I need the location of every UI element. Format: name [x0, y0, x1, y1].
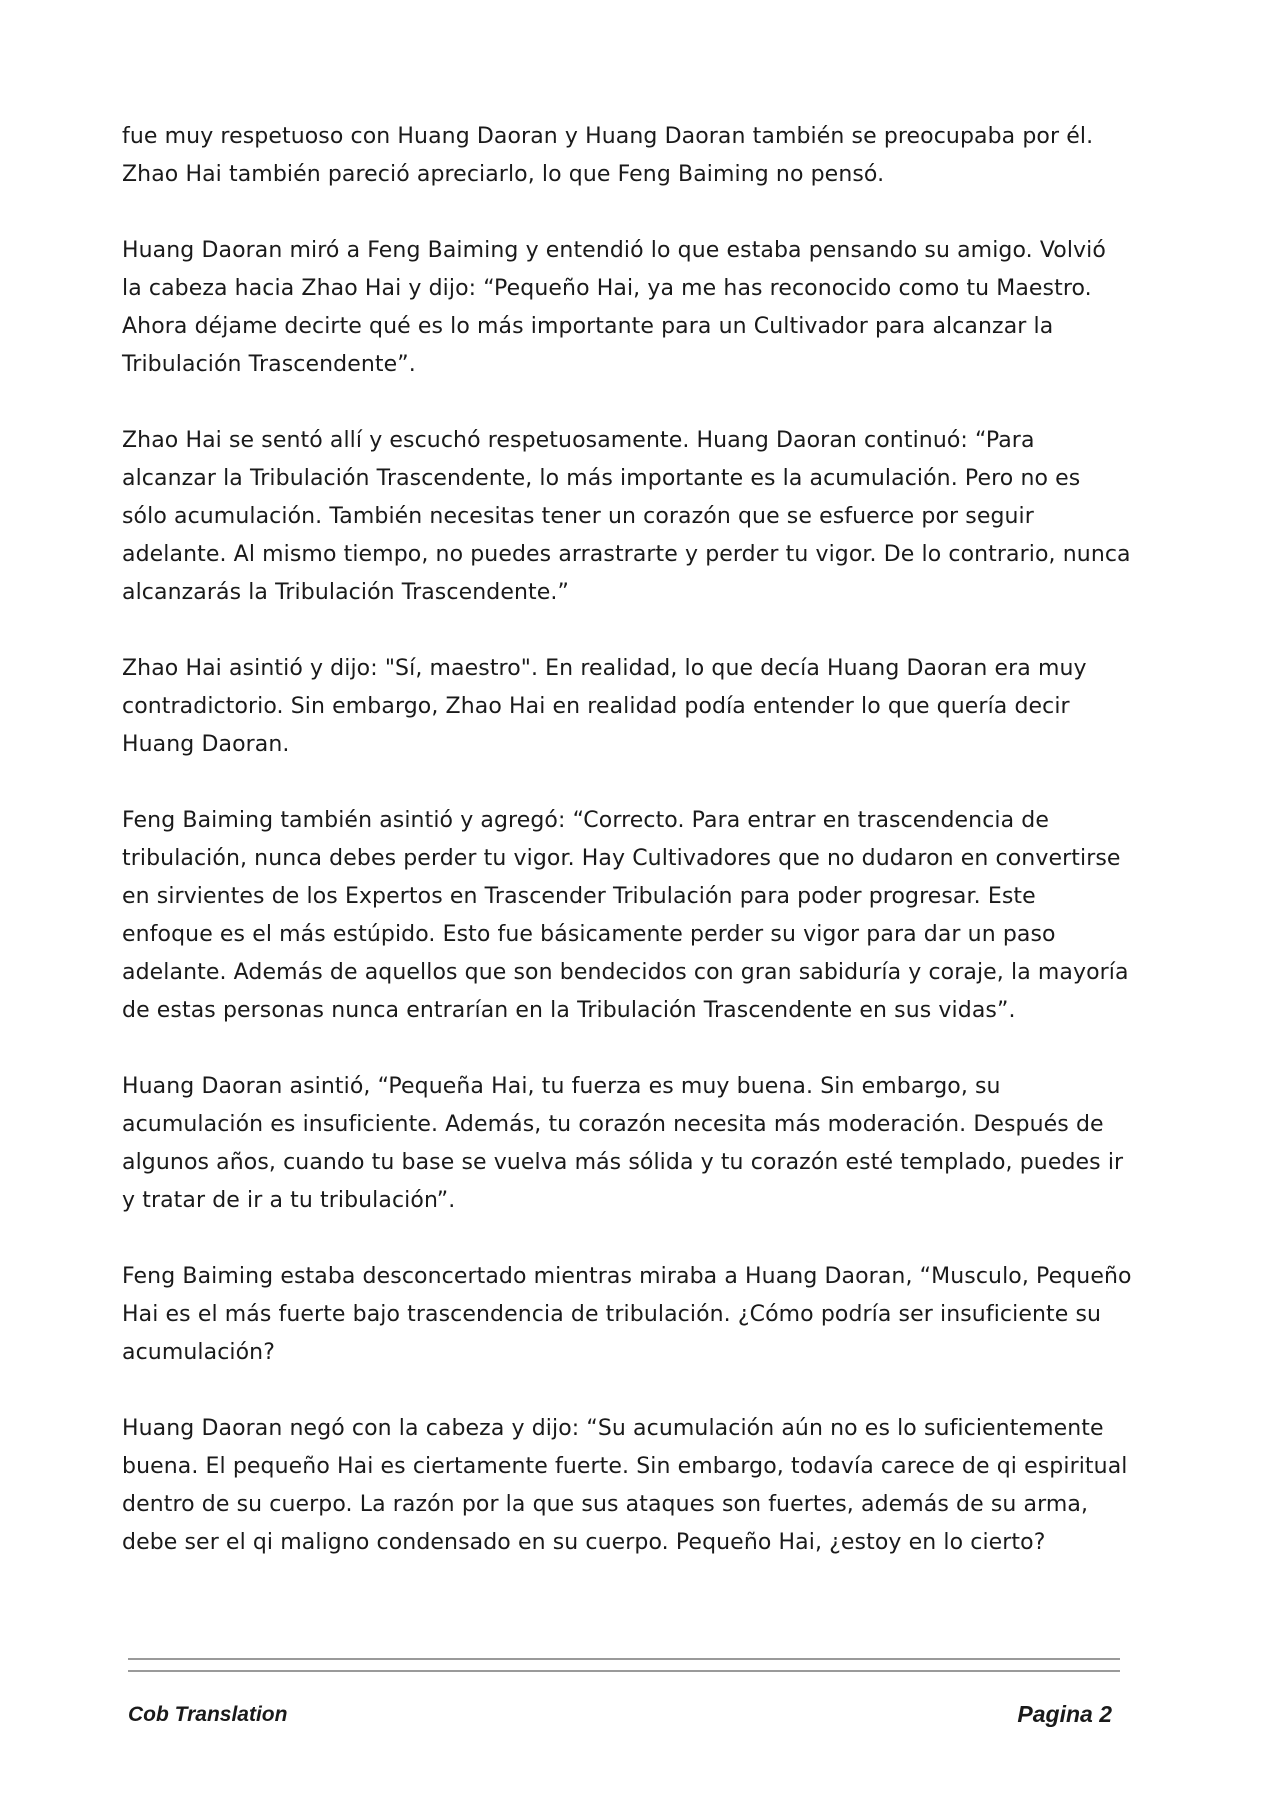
- paragraph-2: Huang Daoran miró a Feng Baiming y entendió lo que estaba pensando su amigo. Volvió la cabeza hacia Zhao Hai y dijo: “Pequeño Hai, ya me has reconocido como tu Maestro. Ahora déjame decirte qué es lo más importante para un Cultivador para alcanzar la Tribulación Trascendente”.: [122, 238, 1106, 377]
- paragraph-3: Zhao Hai se sentó allí y escuchó respetuosamente. Huang Daoran continuó: “Para alcanzar la Tribulación Trascendente, lo más importante es la acumulación. Pero no es sólo acumulación. También necesitas tener un corazón que se esfuerce por seguir adelante. Al mismo tiempo, no puedes arrastrarte y perder tu vigor. De lo contrario, nunca alcanzarás la Tribulación Trascendente.”: [122, 428, 1131, 605]
- paragraph-4: Zhao Hai asintió y dijo: "Sí, maestro". En realidad, lo que decía Huang Daoran era muy contradictorio. Sin embargo, Zhao Hai en realidad podía entender lo que quería decir Huang Daoran.: [122, 656, 1087, 757]
- paragraph-7: Feng Baiming estaba desconcertado mientras miraba a Huang Daoran, “Musculo, Pequeño Hai es el más fuerte bajo trascendencia de tribulación. ¿Cómo podría ser insuficiente su acumulación?: [122, 1264, 1132, 1365]
- document-body: [122, 118, 1132, 1600]
- paragraph-5: Feng Baiming también asintió y agregó: “Correcto. Para entrar en trascendencia de tribulación, nunca debes perder tu vigor. Hay Cultivadores que no dudaron en convertirse en sirvientes de los Expertos en Trascender Tribulación para poder progresar. Este enfoque es el más estúpido. Esto fue básicamente perder su vigor para dar un paso adelante. Además de aquellos que son bendecidos con gran sabiduría y coraje, la mayoría de estas personas nunca entrarían en la Tribulación Trascendente en sus vidas”.: [122, 808, 1129, 1023]
- footer-credit: Cob Translation: [128, 1703, 288, 1726]
- paragraph-8: Huang Daoran negó con la cabeza y dijo: “Su acumulación aún no es lo suficientemente buena. El pequeño Hai es ciertamente fuerte. Sin embargo, todavía carece de qi espiritual dentro de su cuerpo. La razón por la que sus ataques son fuertes, además de su arma, debe ser el qi maligno condensado en su cuerpo. Pequeño Hai, ¿estoy en lo cierto?: [122, 1416, 1128, 1555]
- footer-divider-bottom: [128, 1670, 1120, 1672]
- paragraph-1: fue muy respetuoso con Huang Daoran y Huang Daoran también se preocupaba por él. Zhao Hai también pareció apreciarlo, lo que Feng Baiming no pensó.: [122, 124, 1094, 187]
- paragraph-6: Huang Daoran asintió, “Pequeña Hai, tu fuerza es muy buena. Sin embargo, su acumulación es insuficiente. Además, tu corazón necesita más moderación. Después de algunos años, cuando tu base se vuelva más sólida y tu corazón esté templado, puedes ir y tratar de ir a tu tribulación”.: [122, 1074, 1124, 1213]
- page-number: Pagina 2: [1017, 1701, 1112, 1727]
- footer-divider-top: [128, 1658, 1120, 1660]
